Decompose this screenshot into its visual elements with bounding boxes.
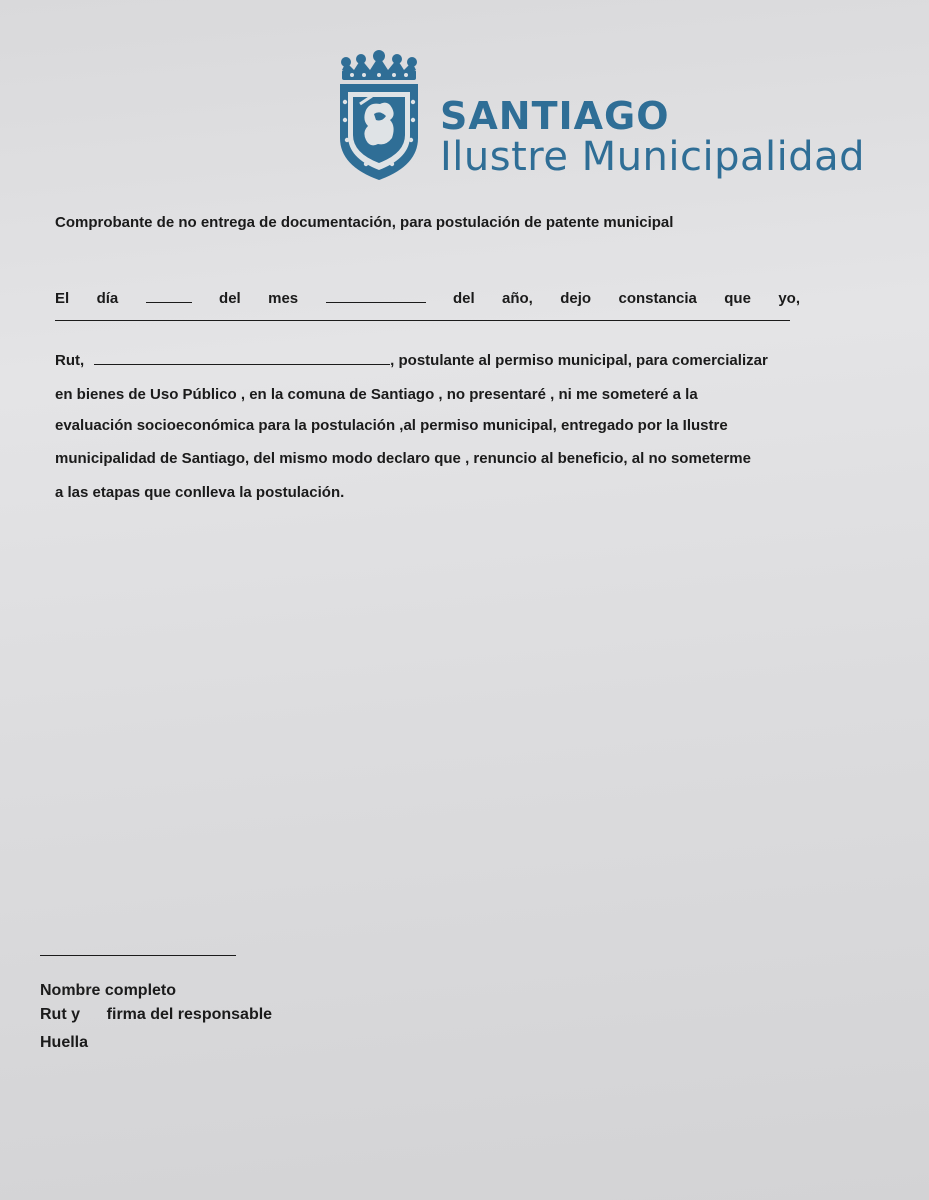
word: que [724, 290, 751, 307]
word: El [55, 290, 70, 307]
rut-blank [94, 350, 390, 365]
document-title: Comprobante de no entrega de documentación, para postulación de patente municipal [55, 214, 674, 231]
declaration-line-1 [55, 288, 800, 307]
word: día [96, 290, 119, 307]
name-blank [55, 320, 790, 321]
day-blank [146, 288, 192, 303]
word: año, [502, 290, 533, 307]
rut-signature-label: Rut y firma del responsable [40, 1006, 273, 1023]
declaration-line-7: a las etapas que conlleva la postulación. [55, 484, 345, 501]
coat-of-arms-icon [336, 50, 422, 182]
declaration-line-6: municipalidad de Santiago, del mismo modo declaro que , renuncio al beneficio, al no someterme [55, 450, 751, 467]
declaration-line-4: en bienes de Uso Público , en la comuna de Santiago , no presentaré , ni me someteré a la [55, 386, 698, 403]
declaration-line-3 [55, 350, 800, 369]
name-label: Nombre completo [40, 982, 177, 999]
line3-text: , postulante al permiso municipal, para comercializar [390, 352, 768, 369]
word: constancia [618, 290, 697, 307]
word: del [452, 290, 475, 307]
word: yo, [778, 290, 800, 307]
word: mes [268, 290, 299, 307]
word: dejo [560, 290, 592, 307]
word: del [219, 290, 241, 307]
footprint-label: Huella [40, 1034, 89, 1051]
municipal-logo [336, 50, 896, 185]
signature-line [40, 955, 236, 956]
declaration-line-5: evaluación socioeconómica para la postulación ,al permiso municipal, entregado por la Ilustre [55, 417, 728, 434]
rut-label: Rut, [55, 352, 85, 369]
month-blank [326, 288, 426, 303]
brand-name: SANTIAGO [440, 94, 670, 138]
brand-subtitle: Ilustre Municipalidad [440, 134, 866, 180]
